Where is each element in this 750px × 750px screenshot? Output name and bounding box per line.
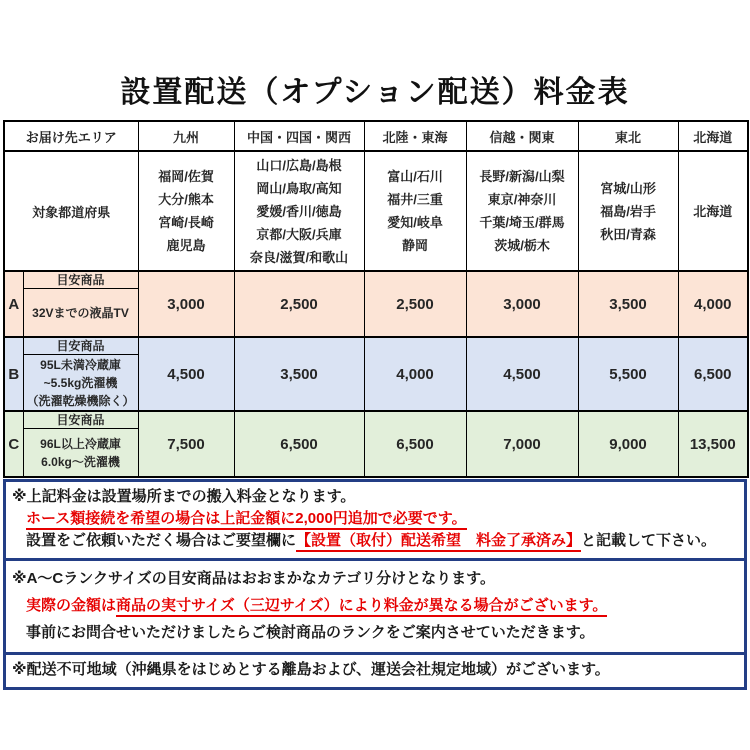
item-cell-a bbox=[23, 271, 138, 337]
price-cell: 6,500 bbox=[234, 411, 364, 477]
item-cell-b bbox=[23, 337, 138, 411]
guide-label: 目安商品 bbox=[24, 272, 138, 289]
header-cell-shinetsu-kanto: 信越・関東 bbox=[466, 121, 578, 151]
price-cell: 9,000 bbox=[578, 411, 678, 477]
price-cell: 5,500 bbox=[578, 337, 678, 411]
note-line: 事前にお問合せいただけましたらご検討商品のランクをご案内させていただきます。 bbox=[26, 624, 595, 641]
page-title: 設置配送（オプション配送）料金表 bbox=[120, 76, 630, 109]
item-description: 95L未満冷蔵庫 bbox=[40, 357, 121, 372]
note-line: ※上記料金は設置場所までの搬入料金となります。 bbox=[12, 488, 356, 505]
item-description: 96L以上冷蔵庫 bbox=[40, 436, 121, 451]
note-line-request-form: 設置をご依頼いただく場合はご要望欄に【設置（取付）配送希望 料金了承済み】と記載して下さい。 bbox=[12, 530, 738, 552]
prefecture-label-cell: 対象都道府県 bbox=[4, 151, 138, 271]
price-cell: 13,500 bbox=[678, 411, 748, 477]
prefecture-cell-shinetsu-kanto: 長野/新潟/山梨 東京/神奈川 千葉/埼玉/群馬 茨城/栃木 bbox=[466, 151, 578, 271]
rank-cell-a: A bbox=[4, 271, 23, 337]
note-line-hose-warning: ホース類接続を希望の場合は上記金額に2,000円追加で必要です。 bbox=[12, 508, 738, 530]
price-cell: 6,500 bbox=[678, 337, 748, 411]
rank-cell-c: C bbox=[4, 411, 23, 477]
table-row-rank-c bbox=[4, 411, 748, 477]
price-cell: 2,500 bbox=[364, 271, 466, 337]
prefecture-cell-chugoku-shikoku-kansai: 山口/広島/島根 岡山/鳥取/高知 愛媛/香川/徳島 京都/大阪/兵庫 奈良/滋賀/和歌山 bbox=[234, 151, 364, 271]
price-cell: 6,500 bbox=[364, 411, 466, 477]
guide-label: 目安商品 bbox=[24, 412, 138, 429]
price-cell: 4,000 bbox=[678, 271, 748, 337]
prefecture-cell-hokkaido: 北海道 bbox=[678, 151, 748, 271]
item-description: 6.0kg～洗濯機 bbox=[41, 454, 120, 469]
price-cell: 3,000 bbox=[138, 271, 234, 337]
price-cell: 4,500 bbox=[466, 337, 578, 411]
header-cell-tohoku: 東北 bbox=[578, 121, 678, 151]
notes-box bbox=[3, 479, 747, 690]
notes-block-undeliverable-area bbox=[6, 652, 744, 687]
price-cell: 3,500 bbox=[234, 337, 364, 411]
header-cell-area: お届け先エリア bbox=[4, 121, 138, 151]
note-line: ※A～Cランクサイズの目安商品はおおまかなカテゴリ分けとなります。 bbox=[12, 570, 495, 587]
prefecture-cell-tohoku: 宮城/山形 福島/岩手 秋田/青森 bbox=[578, 151, 678, 271]
header-row bbox=[4, 121, 748, 151]
price-cell: 4,000 bbox=[364, 337, 466, 411]
note-line-size-warning: 実際の金額は商品の実寸サイズ（三辺サイズ）により料金が異なる場合がございます。 bbox=[12, 592, 738, 619]
prefecture-row bbox=[4, 151, 748, 271]
header-cell-hokuriku-tokai: 北陸・東海 bbox=[364, 121, 466, 151]
prefecture-cell-hokuriku-tokai: 富山/石川 福井/三重 愛知/岐阜 静岡 bbox=[364, 151, 466, 271]
item-cell-c bbox=[23, 411, 138, 477]
price-cell: 2,500 bbox=[234, 271, 364, 337]
price-cell: 3,500 bbox=[578, 271, 678, 337]
guide-label: 目安商品 bbox=[24, 338, 138, 355]
price-table bbox=[3, 120, 749, 478]
price-cell: 4,500 bbox=[138, 337, 234, 411]
table-row-rank-b bbox=[4, 337, 748, 411]
header-cell-hokkaido: 北海道 bbox=[678, 121, 748, 151]
price-cell: 7,500 bbox=[138, 411, 234, 477]
notes-block-rank-category bbox=[6, 558, 744, 652]
table-row-rank-a bbox=[4, 271, 748, 337]
item-description: 32Vまでの液晶TV bbox=[32, 305, 129, 320]
price-cell: 7,000 bbox=[466, 411, 578, 477]
rank-cell-b: B bbox=[4, 337, 23, 411]
item-description: ~5.5kg洗濯機 bbox=[43, 375, 118, 390]
note-line: ※配送不可地域（沖縄県をはじめとする離島および、運送会社規定地域）がございます。 bbox=[12, 661, 610, 678]
notes-block-carry-in bbox=[6, 482, 744, 558]
price-cell: 3,000 bbox=[466, 271, 578, 337]
prefecture-cell-kyushu: 福岡/佐賀 大分/熊本 宮崎/長崎 鹿児島 bbox=[138, 151, 234, 271]
header-cell-chugoku-shikoku-kansai: 中国・四国・関西 bbox=[234, 121, 364, 151]
header-cell-kyushu: 九州 bbox=[138, 121, 234, 151]
item-description: （洗濯乾燥機除く） bbox=[26, 393, 135, 408]
